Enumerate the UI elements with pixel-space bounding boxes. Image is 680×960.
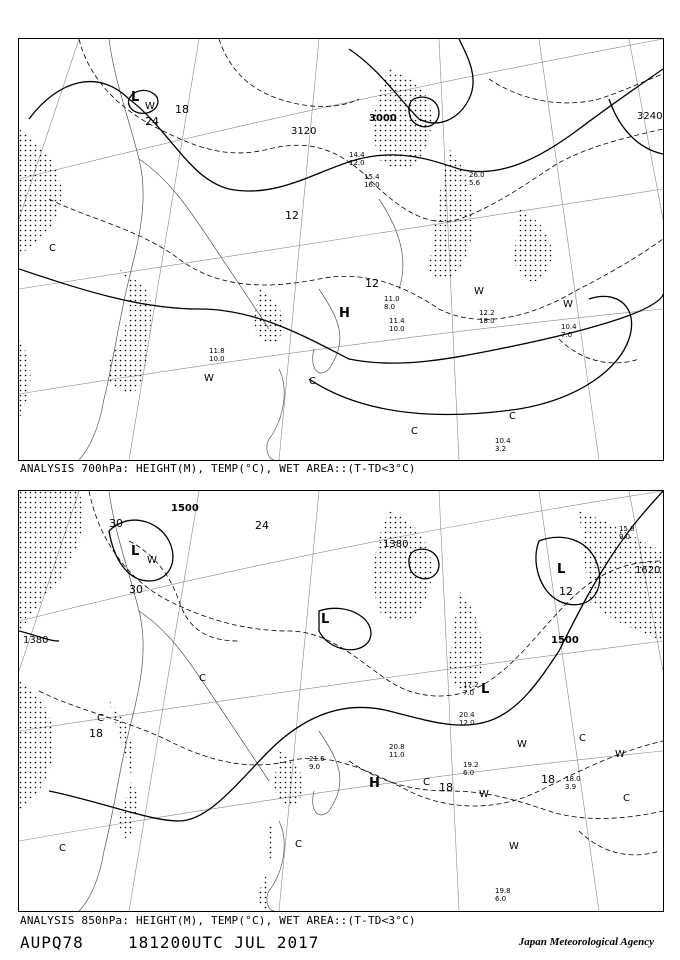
station-value: 8.0 bbox=[384, 303, 396, 311]
station-value: 17.2 bbox=[463, 681, 479, 689]
temp-label: 24 bbox=[145, 115, 159, 128]
warm-mark: W bbox=[479, 789, 489, 800]
station-value: 10.0 bbox=[389, 325, 405, 333]
chart-code: AUPQ78 bbox=[20, 933, 84, 952]
station-value: 12.0 bbox=[349, 159, 365, 167]
warm-mark: W bbox=[615, 749, 625, 760]
station-value: 11.8 bbox=[209, 347, 225, 355]
cold-mark: C bbox=[295, 839, 302, 850]
station-value: 5.6 bbox=[469, 179, 481, 187]
station-value: 20.4 bbox=[459, 711, 475, 719]
cold-mark: C bbox=[423, 777, 430, 788]
station-value: 20.8 bbox=[389, 743, 405, 751]
low-center: L bbox=[321, 612, 330, 627]
cold-mark: C bbox=[309, 376, 316, 387]
cold-mark: C bbox=[579, 733, 586, 744]
height-label: 3240 bbox=[637, 111, 663, 122]
height-label: 1500 bbox=[551, 635, 579, 646]
temp-label: 18 bbox=[89, 727, 103, 740]
temp-label: 12 bbox=[365, 277, 379, 290]
height-contours-850 bbox=[19, 491, 663, 821]
height-label: 3000 bbox=[369, 113, 397, 124]
valid-time: 181200UTC JUL 2017 bbox=[128, 933, 320, 952]
graticule bbox=[19, 39, 663, 460]
station-value: 19.8 bbox=[495, 887, 511, 895]
station-value: 12.2 bbox=[479, 309, 495, 317]
low-center: L bbox=[131, 90, 140, 105]
station-value: 21.6 bbox=[309, 755, 325, 763]
station-value: 9.0 bbox=[309, 763, 321, 771]
warm-mark: W bbox=[509, 841, 519, 852]
station-value: 10.4 bbox=[561, 323, 577, 331]
cold-mark: C bbox=[411, 426, 418, 437]
station-value: 18.0 bbox=[565, 775, 581, 783]
warm-mark: W bbox=[204, 373, 214, 384]
height-label: 1380 bbox=[23, 635, 49, 646]
station-value: 11.4 bbox=[389, 317, 405, 325]
height-label: 1620 bbox=[635, 565, 661, 576]
station-value: 18.0 bbox=[479, 317, 495, 325]
lower-map-caption: ANALYSIS 850hPa: HEIGHT(M), TEMP(°C), WET AREA::(T-TD<3°C) bbox=[20, 914, 416, 927]
cold-mark: C bbox=[59, 843, 66, 854]
cold-mark: C bbox=[623, 793, 630, 804]
station-value: 10.0 bbox=[209, 355, 225, 363]
height-label: 3120 bbox=[291, 126, 317, 137]
agency-name: Japan Meteorological Agency bbox=[518, 936, 654, 948]
lower-map-graphic bbox=[19, 491, 663, 911]
upper-map-graphic bbox=[19, 39, 663, 460]
cold-mark: C bbox=[509, 411, 516, 422]
station-value: 11.0 bbox=[389, 751, 405, 759]
station-value: 15.4 bbox=[364, 173, 380, 181]
temp-label: 24 bbox=[255, 519, 269, 532]
station-value: 19.2 bbox=[463, 761, 479, 769]
station-value: 6.0 bbox=[463, 769, 475, 777]
temp-label: 18 bbox=[175, 103, 189, 116]
station-value: 7.0 bbox=[561, 331, 573, 339]
warm-mark: W bbox=[563, 299, 573, 310]
upper-map-700hpa bbox=[18, 38, 664, 461]
low-center: L bbox=[481, 682, 490, 697]
upper-map-caption: ANALYSIS 700hPa: HEIGHT(M), TEMP(°C), WET AREA::(T-TD<3°C) bbox=[20, 462, 416, 475]
station-value: 11.0 bbox=[384, 295, 400, 303]
warm-mark: W bbox=[517, 739, 527, 750]
station-value: 3.2 bbox=[495, 445, 507, 453]
station-value: 3.9 bbox=[565, 783, 577, 791]
low-center: L bbox=[131, 544, 140, 559]
cold-mark: C bbox=[199, 673, 206, 684]
lower-map-850hpa bbox=[18, 490, 664, 912]
station-value: 12.0 bbox=[459, 719, 475, 727]
station-value: 14.4 bbox=[349, 151, 365, 159]
wet-areas bbox=[19, 69, 552, 419]
coastline bbox=[79, 39, 403, 460]
low-center: L bbox=[557, 562, 566, 577]
station-value: 10.4 bbox=[495, 437, 511, 445]
station-value: 26.0 bbox=[469, 171, 485, 179]
height-label: 1380 bbox=[383, 539, 409, 550]
cold-mark: C bbox=[49, 243, 56, 254]
warm-mark: W bbox=[145, 101, 155, 112]
temp-label: 12 bbox=[285, 209, 299, 222]
cold-mark: C bbox=[97, 713, 104, 724]
station-value: 16.0 bbox=[364, 181, 380, 189]
temp-label: 18 bbox=[439, 781, 453, 794]
height-label: 1500 bbox=[171, 503, 199, 514]
warm-mark: W bbox=[147, 555, 157, 566]
temp-label: 18 bbox=[541, 773, 555, 786]
temp-label: 12 bbox=[559, 585, 573, 598]
station-value: 9.0 bbox=[619, 533, 631, 541]
temp-label: 30 bbox=[109, 517, 123, 530]
station-value: 6.0 bbox=[495, 895, 507, 903]
high-center: H bbox=[339, 306, 350, 321]
station-value: 15.8 bbox=[619, 525, 635, 533]
temp-label: 30 bbox=[129, 583, 143, 596]
station-value: 7.0 bbox=[463, 689, 475, 697]
warm-mark: W bbox=[474, 286, 484, 297]
high-center: H bbox=[369, 776, 380, 791]
